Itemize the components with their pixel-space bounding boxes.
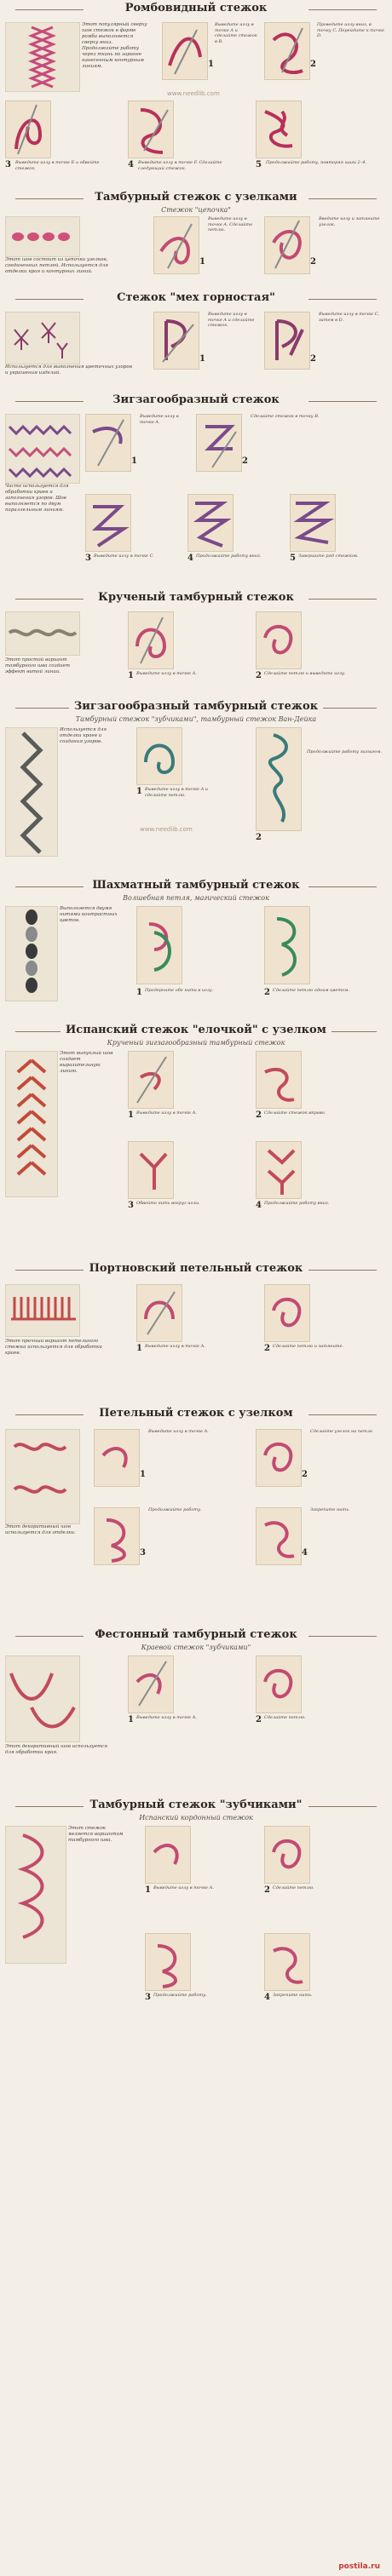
sample-photo — [5, 22, 80, 92]
section-description: Этот прочный вариант петельного стежка используется для обработки краев. — [5, 1339, 102, 1356]
step-drawing — [188, 495, 233, 551]
step-number: 5 — [290, 554, 296, 563]
step-text: Выведите иглу в точке C. — [94, 554, 154, 559]
toothed-chain-sample-illustration — [6, 1827, 66, 1963]
step-drawing — [257, 101, 301, 158]
step-number: 1 — [199, 354, 205, 364]
step-drawing — [265, 907, 309, 984]
step-illustration — [256, 1051, 302, 1109]
step-text: Выведите иглу в точке A и сделайте стежок. — [208, 312, 255, 328]
step-illustration — [162, 22, 208, 80]
step-text: Выведите иглу в точке A. — [153, 1885, 214, 1890]
step-number: 2 — [310, 354, 316, 364]
step-drawing — [137, 1285, 182, 1341]
step-illustration — [128, 1051, 174, 1109]
section-description: Используется для выполнения цветочных узоров и украшения изделий. — [5, 364, 132, 376]
step-drawing — [154, 217, 199, 273]
step-number: 3 — [85, 554, 91, 563]
section-twisted-chain-stitch — [0, 589, 392, 691]
step-illustration — [256, 611, 302, 669]
knotted-chain-sample-illustration — [6, 217, 79, 256]
section-checkered-chain-stitch — [0, 877, 392, 1022]
step-illustration — [153, 312, 199, 370]
sample-photo — [5, 727, 58, 857]
step-number: 2 — [310, 257, 316, 267]
buttonhole-sample-illustration — [6, 1285, 79, 1336]
section-header — [0, 698, 392, 717]
step-text: Выведите иглу в точке A и сделайте стежок в B. — [215, 22, 257, 44]
step-text: Выведите иглу в точке A. — [145, 1344, 205, 1349]
step-text: Выведите иглу в точке A. — [140, 414, 179, 425]
step-drawing — [257, 728, 301, 830]
step-illustration — [145, 1826, 191, 1884]
step-number: 1 — [128, 1110, 134, 1120]
step-text: Сделайте узелок на петле. — [310, 1429, 374, 1434]
step-drawing — [265, 1934, 309, 1990]
step-drawing — [257, 1052, 301, 1108]
section-title: Зигзагообразный тамбурный стежок — [69, 700, 323, 713]
section-tailors-buttonhole-stitch — [0, 1260, 392, 1405]
section-title: Стежок "мех горностая" — [112, 291, 280, 304]
step-text: Выведите иглу в точке A. — [148, 1429, 209, 1434]
step-illustration — [256, 1429, 302, 1487]
section-zigzag-stitch — [0, 392, 392, 588]
step-drawing — [265, 217, 309, 273]
step-illustration — [264, 906, 310, 984]
zigzag-chain-sample-illustration — [6, 728, 57, 856]
section-title: Тамбурный стежок с узелками — [89, 191, 302, 204]
step-drawing — [146, 1934, 190, 1990]
step-number: 1 — [131, 456, 137, 466]
rhomboid-sample-illustration — [6, 23, 79, 91]
step-number: 1 — [199, 257, 205, 267]
section-header — [0, 189, 392, 208]
step-text: Сделайте стежок в точку B. — [251, 414, 320, 419]
step-illustration — [264, 312, 310, 370]
step-text: Закрепите нить. — [273, 1993, 313, 1998]
step-text: Сделайте петлю. — [273, 1885, 314, 1890]
step-illustration — [136, 727, 182, 785]
sample-photo — [5, 1429, 80, 1524]
section-description: Выполняется двумя нитями контрастных цветов. — [60, 906, 118, 923]
step-illustration — [85, 414, 131, 472]
step-drawing — [257, 1142, 301, 1198]
section-subtitle: Крученый зигзагообразный тамбурный стежок — [107, 1039, 285, 1047]
step-illustration — [136, 906, 182, 984]
section-title: Крученый тамбурный стежок — [93, 591, 299, 604]
section-title: Шахматный тамбурный стежок — [87, 879, 304, 892]
step-drawing — [137, 728, 182, 784]
step-text: Выведите иглу в точке A. — [136, 1110, 197, 1116]
section-header — [0, 1626, 392, 1645]
section-header — [0, 392, 392, 410]
section-spanish-knotted-feather-stitch — [0, 1022, 392, 1252]
step-number: 1 — [128, 671, 134, 680]
step-number: 1 — [136, 988, 142, 997]
sample-photo — [5, 1051, 58, 1197]
site-logo[interactable]: postila.ru — [338, 2562, 380, 2571]
step-text: Выведите иглу в точке E и обвейте стежок. — [15, 160, 100, 171]
section-title: Петельный стежок с узелком — [94, 1407, 297, 1420]
step-drawing — [137, 907, 182, 984]
step-drawing — [265, 1827, 309, 1883]
step-drawing — [95, 1430, 139, 1486]
section-header — [0, 589, 392, 608]
step-drawing — [257, 1430, 301, 1486]
step-text: Продолжайте работу. — [148, 1507, 202, 1512]
section-description: Этот стежок является вариантом тамбурного шва. — [68, 1826, 124, 1843]
step-illustration — [85, 494, 131, 552]
step-text: Проведите иглу вниз, в точку C. Перейдите к точке D. — [317, 22, 384, 38]
section-header — [0, 877, 392, 896]
step-drawing — [129, 1656, 173, 1713]
step-drawing — [129, 612, 173, 668]
scalloped-chain-sample-illustration — [6, 1656, 79, 1741]
step-illustration — [145, 1933, 191, 1991]
checkered-chain-sample-illustration — [6, 907, 57, 1001]
step-number: 4 — [187, 554, 193, 563]
step-drawing — [129, 1052, 173, 1108]
section-header — [0, 0, 392, 19]
step-illustration — [264, 1284, 310, 1342]
section-description: Используется для отделки краев и создания узоров. — [60, 727, 107, 744]
step-text: Выведите иглу в точке A. — [136, 1715, 197, 1720]
step-text: Продолжайте работу, повторяя шаги 2–4. — [266, 160, 366, 165]
step-drawing — [291, 495, 335, 551]
step-illustration — [128, 100, 174, 158]
step-text: Сделайте петлю одним цветом. — [273, 988, 349, 993]
step-text: Введите иглу и затяните узелок. — [319, 216, 380, 227]
step-illustration — [256, 100, 302, 158]
step-drawing — [129, 1142, 173, 1198]
section-title: Тамбурный стежок "зубчиками" — [85, 1799, 308, 1811]
step-number: 1 — [136, 1344, 142, 1353]
section-knotted-buttonhole-stitch — [0, 1405, 392, 1626]
section-description: Этот декоративный шов используется для отделки. — [5, 1524, 76, 1535]
step-illustration — [153, 216, 199, 274]
step-number: 5 — [256, 160, 262, 169]
step-drawing — [6, 101, 50, 158]
step-illustration — [128, 611, 174, 669]
step-drawing — [257, 1656, 301, 1713]
ermine-sample-illustration — [6, 313, 79, 364]
section-header — [0, 1405, 392, 1424]
section-subtitle: Краевой стежок "зубчиками" — [141, 1644, 251, 1651]
step-illustration — [187, 494, 233, 552]
step-illustration — [136, 1284, 182, 1342]
step-number: 2 — [310, 60, 316, 69]
step-number: 4 — [264, 1993, 270, 2002]
watermark: www.needlib.com — [167, 90, 220, 97]
step-drawing — [146, 1827, 190, 1883]
sample-photo — [5, 1284, 80, 1337]
step-illustration — [94, 1429, 140, 1487]
step-drawing — [154, 313, 199, 369]
step-number: 1 — [145, 1885, 151, 1895]
step-number: 3 — [5, 160, 11, 169]
section-header — [0, 290, 392, 308]
section-ermine-stitch — [0, 290, 392, 392]
step-text: Выведите иглу в точке A. — [136, 671, 197, 676]
step-number: 1 — [136, 787, 142, 796]
step-illustration — [196, 414, 242, 472]
section-zigzag-chain-stitch — [0, 698, 392, 869]
section-subtitle: Тамбурный стежок "зубчиками", тамбурный стежок Ван-Дейка — [75, 715, 317, 723]
section-subtitle: Стежок "цепочка" — [161, 206, 231, 214]
step-illustration — [290, 494, 336, 552]
step-text: Сделайте петлю и выведите иглу. — [264, 671, 346, 676]
page-footer — [0, 2559, 392, 2576]
step-text: Сделайте стежок вправо. — [264, 1110, 326, 1116]
sample-photo — [5, 906, 58, 1001]
step-drawing — [86, 495, 130, 551]
step-number: 2 — [256, 1715, 262, 1724]
step-text: Продерните обе нити в иглу. — [145, 988, 214, 993]
knotted-buttonhole-sample-illustration — [6, 1430, 79, 1523]
sample-photo — [5, 414, 80, 484]
spanish-feather-sample-illustration — [6, 1052, 57, 1196]
section-header — [0, 1797, 392, 1816]
step-illustration — [256, 1655, 302, 1713]
sample-photo — [5, 216, 80, 257]
section-knotted-chain-stitch — [0, 189, 392, 291]
step-drawing — [265, 23, 309, 79]
watermark: www.needlib.com — [140, 826, 193, 833]
sample-photo — [5, 611, 80, 656]
step-drawing — [257, 1508, 301, 1564]
section-title: Испанский стежок "елочкой" с узелком — [61, 1024, 331, 1036]
step-number: 4 — [128, 160, 134, 169]
step-illustration — [128, 1655, 174, 1713]
step-number: 4 — [256, 1201, 262, 1210]
step-text: Выведите иглу в точке C, затем в D. — [319, 312, 379, 323]
step-number: 2 — [264, 1344, 270, 1353]
step-illustration — [94, 1507, 140, 1565]
step-text: Обвейте нить вокруг иглы. — [136, 1201, 200, 1206]
step-text: Сделайте петлю и затяните. — [273, 1344, 344, 1349]
step-text: Продолжайте работу вниз. — [264, 1201, 330, 1206]
step-text: Завершите ряд стежков. — [298, 554, 359, 559]
step-number: 1 — [140, 1470, 146, 1479]
step-number: 4 — [302, 1548, 308, 1558]
step-number: 2 — [302, 1470, 308, 1479]
step-number: 3 — [140, 1548, 146, 1558]
step-text: Выведите иглу в точке A. Сделайте петлю. — [208, 216, 253, 232]
step-drawing — [163, 23, 207, 79]
step-illustration — [256, 1507, 302, 1565]
step-illustration — [264, 216, 310, 274]
sample-photo — [5, 312, 80, 364]
section-header — [0, 1022, 392, 1041]
section-header — [0, 1260, 392, 1279]
step-number: 3 — [128, 1201, 134, 1210]
step-illustration — [264, 1826, 310, 1884]
zigzag-sample-illustration — [6, 415, 79, 483]
section-description: Этот шов состоит из цепочки узелков, соединенных петлей. Используется для отделки края и контурных линий. — [5, 257, 108, 274]
twisted-chain-sample-illustration — [6, 612, 79, 655]
step-number: 2 — [256, 671, 262, 680]
step-text: Выведите иглу в точке F. Сделайте следующий стежок. — [138, 160, 222, 171]
section-title: Портновский петельный стежок — [84, 1262, 308, 1275]
step-drawing — [197, 415, 241, 471]
step-text: Продолжайте работу. — [153, 1993, 207, 1998]
step-drawing — [265, 1285, 309, 1341]
step-illustration — [264, 1933, 310, 1991]
step-illustration — [264, 22, 310, 80]
step-drawing — [95, 1508, 139, 1564]
step-number: 2 — [256, 833, 262, 842]
step-number: 1 — [128, 1715, 134, 1724]
section-description: Этот декоративный шов используется для обработки края. — [5, 1744, 108, 1755]
step-illustration — [5, 100, 51, 158]
sample-photo — [5, 1655, 80, 1742]
step-drawing — [265, 313, 309, 369]
step-drawing — [129, 101, 173, 158]
step-illustration — [256, 1141, 302, 1199]
section-title: Ромбовидный стежок — [120, 2, 273, 14]
step-number: 2 — [264, 1885, 270, 1895]
step-text: Продолжайте работу зигзагом. — [307, 749, 383, 754]
step-number: 1 — [208, 60, 214, 69]
step-number: 2 — [242, 456, 248, 466]
section-description: Этот простой вариант тамбурного шва создает эффект витой линии. — [5, 657, 70, 674]
section-subtitle: Волшебная петля, магический стежок — [123, 894, 269, 902]
step-number: 2 — [256, 1110, 262, 1120]
section-description: Этот популярный сверху шов стежок в форме ромба выполняется сверху вниз. Продолжайте работу через ткань по заранее нанесенным контурным линиям. — [82, 22, 147, 69]
step-text: Закрепите нить. — [310, 1507, 350, 1512]
step-number: 3 — [145, 1993, 151, 2002]
step-text: Сделайте петлю. — [264, 1715, 306, 1720]
section-title: Зигзагообразный стежок — [107, 393, 285, 406]
step-text: Выведите иглу в точке A и сделайте петлю. — [145, 787, 209, 798]
sample-photo — [5, 1826, 66, 1964]
section-title: Фестонный тамбурный стежок — [89, 1628, 302, 1641]
section-description: Часто используется для обработки краев и заполнения узоров. Шов выполняется по двум параллельным линиям. — [5, 484, 69, 513]
step-drawing — [257, 612, 301, 668]
section-description: Этот выпуклый шов создает выразительную линию. — [60, 1051, 113, 1074]
step-illustration — [128, 1141, 174, 1199]
step-number: 2 — [264, 988, 270, 997]
step-illustration — [256, 727, 302, 831]
section-toothed-chain-stitch — [0, 1797, 392, 2563]
step-drawing — [86, 415, 130, 471]
step-text: Продолжайте работу вниз. — [196, 554, 262, 559]
section-subtitle: Испанский кордонный стежок — [139, 1814, 253, 1822]
section-scalloped-chain-stitch — [0, 1626, 392, 1797]
